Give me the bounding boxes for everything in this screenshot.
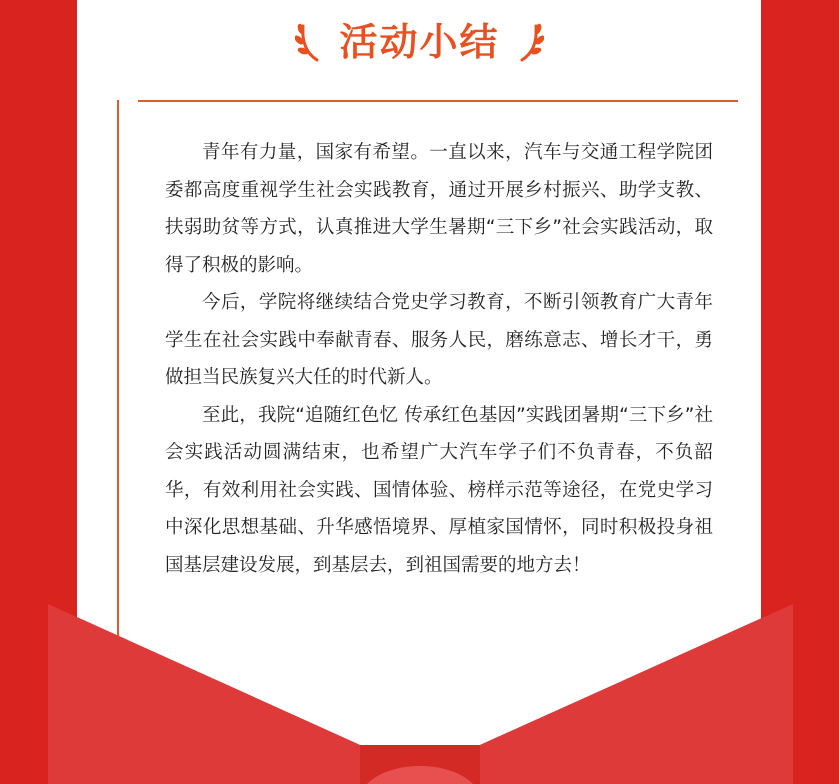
paragraph-2: 今后，学院将继续结合党史学习教育，不断引领教育广大青年学生在社会实践中奉献青春、服务人民，磨练意志、增长才干，勇做担当民族复兴大任的时代新人。 (165, 292, 713, 388)
page-title: 活动小结 (339, 20, 500, 64)
summary-body (165, 134, 713, 584)
title-divider (138, 100, 738, 102)
laurel-right-icon (514, 20, 544, 64)
left-border-line (117, 100, 119, 640)
paragraph-1: 青年有力量，国家有希望。一直以来，汽车与交通工程学院团委都高度重视学生社会实践教育，通过开展乡村振兴、助学支教、扶弱助贫等方式，认真推进大学生暑期“三下乡”社会实践活动，取得了积极的影响。 (165, 142, 713, 276)
section-header (0, 14, 839, 70)
paragraph-3: 至此，我院“追随红色忆 传承红色基因”实践团暑期“三下乡”社会实践活动圆满结束，也希望广大汽车学子们不负青春，不负韶华，有效利用社会实践、国情体验、榜样示范等途径，在党史学习中深化思想基础、升华感悟境界、厚植家国情怀，同时积极投身祖国基层建设发展，到基层去，到祖国需要的地方去！ (165, 404, 713, 576)
laurel-left-icon (295, 20, 325, 64)
